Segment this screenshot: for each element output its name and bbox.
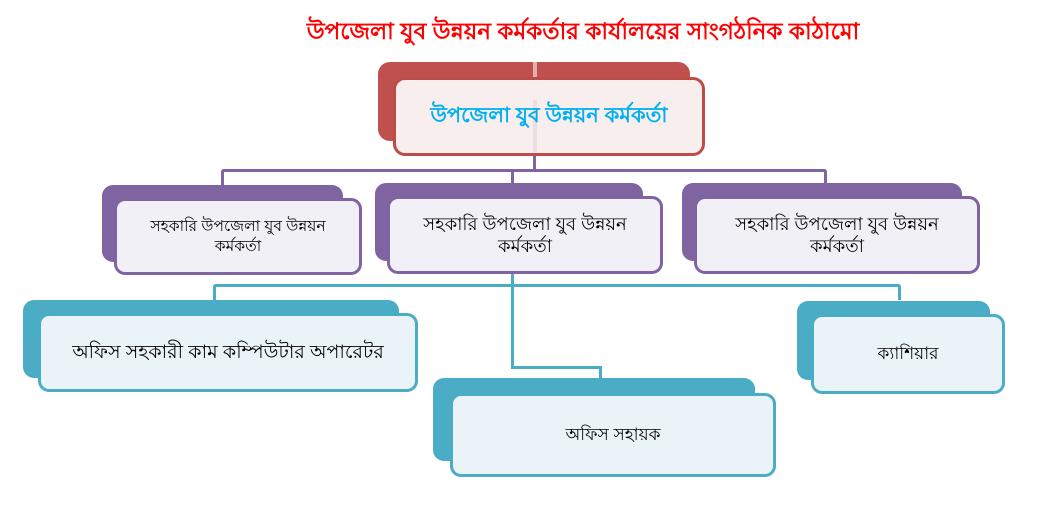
office-assistant-cum-computer-operator-label: অফিস সহকারী কাম কম্পিউটার অপারেটর — [72, 341, 384, 363]
node-assistant-officer-1 — [114, 198, 362, 275]
assistant-officer-3-label: সহকারি উপজেলা যুব উন্নয়ন কর্মকর্তা — [735, 213, 939, 256]
node-office-assistant-cum-computer-operator — [38, 313, 418, 392]
assistant-officer-1-label: সহকারি উপজেলা যুব উন্নয়ন কর্মকর্তা — [150, 218, 326, 255]
connector-level3-bend-horizontal — [511, 366, 602, 369]
assistant-officer-2-label: সহকারি উপজেলা যুব উন্নয়ন কর্মকর্তা — [423, 213, 627, 256]
org-chart-title: উপজেলা যুব উন্নয়ন কর্মকর্তার কার্যালয়ের সাংগঠনিক কাঠামো — [306, 18, 860, 44]
connector-level3-center-vertical — [511, 284, 514, 369]
node-upazila-youth-development-officer — [393, 77, 705, 156]
cashier-label: ক্যাশিয়ার — [877, 344, 939, 364]
node-office-helper — [450, 393, 776, 477]
node-cashier — [811, 314, 1005, 394]
connector-level3-bracket — [213, 284, 901, 300]
node-assistant-officer-2 — [387, 196, 663, 274]
node-assistant-officer-3 — [694, 196, 980, 274]
root-shadow-connector-notch — [533, 62, 537, 77]
connector-level2-middle-drop — [511, 169, 514, 184]
root-inner-faint-line — [533, 100, 537, 153]
office-helper-label: অফিস সহায়ক — [565, 425, 661, 445]
root-node-label: উপজেলা যুব উন্নয়ন কর্মকর্তা — [430, 104, 668, 128]
